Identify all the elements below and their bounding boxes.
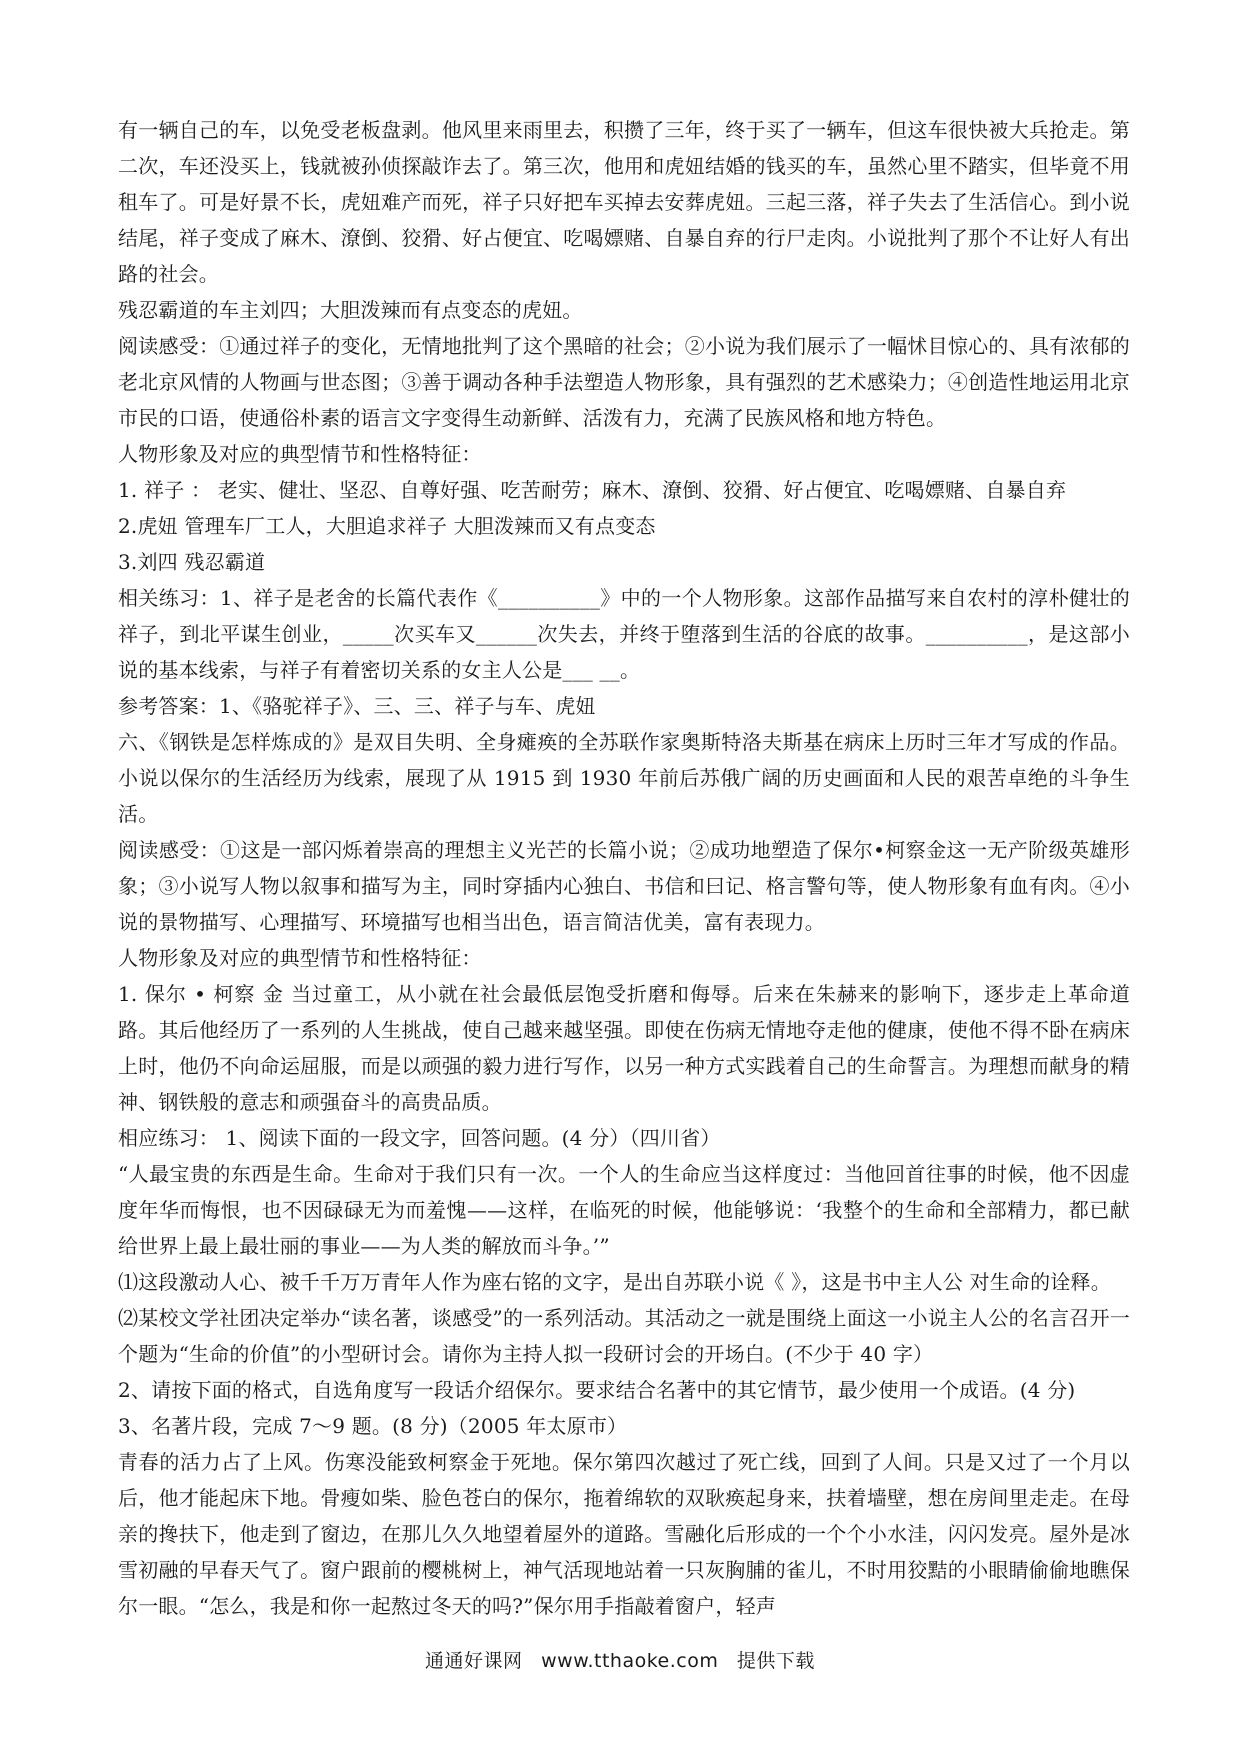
paragraph: 阅读感受：①通过祥子的变化，无情地批判了这个黑暗的社会；②小说为我们展示了一幅怵目惊心的、具有浓郁的老北京风情的人物画与世态图；③善于调动各种手法塑造人物形象，具有强烈的艺术感染力；④创造性地运用北京市民的口语，使通俗朴素的语言文字变得生动新鲜、活泼有力，充满了民族风格和地方特色。	[118, 334, 1130, 430]
paragraph: “人最宝贵的东西是生命。生命对于我们只有一次。一个人的生命应当这样度过：当他回首往事的时候，他不因虚度年华而悔恨，也不因碌碌无为而羞愧——这样，在临死的时候，他能够说：‘我整个的生命和全部精力，都已献给世界上最上最壮丽的事业——为人类的解放而斗争。’”	[118, 1162, 1130, 1258]
paragraph: 人物形象及对应的典型情节和性格特征：	[118, 442, 482, 466]
footer-note: 提供下载	[736, 1650, 815, 1672]
paragraph: 1. 保尔 • 柯察 金 当过童工，从小就在社会最低层饱受折磨和侮辱。后来在朱赫来的影响下，逐步走上革命道路。其后他经历了一系列的人生挑战，使自己越来越坚强。即使在伤病无情地夺走他的健康，使他不得不卧在病床上时，他仍不向命运屈服，而是以顽强的毅力进行写作，以另一种方式实践着自己的生命誓言。为理想而献身的精神、钢铁般的意志和顽强奋斗的高贵品质。	[118, 982, 1130, 1114]
document-body	[118, 112, 1130, 1624]
paragraph: 3、名著片段，完成 7～9 题。(8 分)（2005 年太原市）	[118, 1414, 628, 1438]
paragraph: 有一辆自己的车，以免受老板盘剥。他风里来雨里去，积攒了三年，终于买了一辆车，但这车很快被大兵抢走。第二次，车还没买上，钱就被孙侦探敲诈去了。第三次，他用和虎妞结婚的钱买的车，虽然心里不踏实，但毕竟不用租车了。可是好景不长，虎妞难产而死，祥子只好把车买掉去安葬虎妞。三起三落，祥子失去了生活信心。到小说结尾，祥子变成了麻木、潦倒、狡猾、好占便宜、吃喝嫖赌、自暴自弃的行尸走肉。小说批判了那个不让好人有出路的社会。	[118, 118, 1130, 286]
paragraph: 阅读感受：①这是一部闪烁着崇高的理想主义光芒的长篇小说；②成功地塑造了保尔•柯察金这一无产阶级英雄形象；③小说写人物以叙事和描写为主，同时穿插内心独白、书信和曰记、格言警句等，使人物形象有血有肉。④小说的景物描写、心理描写、环境描写也相当出色，语言简洁优美，富有表现力。	[118, 838, 1130, 934]
page-footer	[0, 1646, 1240, 1673]
paragraph: ⑵某校文学社团决定举办“读名著，谈感受”的一系列活动。其活动之一就是围绕上面这一小说主人公的名言召开一个题为“生命的价值”的小型研讨会。请你为主持人拟一段研讨会的开场白。(不少于 40 字）	[118, 1306, 1130, 1366]
paragraph: ⑴这段激动人心、被千千万万青年人作为座右铭的文字，是出自苏联小说《 》，这是书中主人公 对生命的诠释。	[118, 1270, 1111, 1294]
paragraph: 1. 祥子 ： 老实、健壮、坚忍、自尊好强、吃苦耐劳；麻木、潦倒、狡猾、好占便宜、吃喝嫖赌、自暴自弃	[118, 478, 1067, 502]
footer-site-name: 通通好课网	[425, 1650, 523, 1672]
footer-url-link[interactable]: www.tthaoke.com	[541, 1650, 719, 1672]
paragraph: 3.刘四 残忍霸道	[118, 550, 266, 574]
paragraph: 参考答案：1、《骆驼祥子》、三、三、祥子与车、虎妞	[118, 694, 596, 718]
paragraph: 相应练习： 1、阅读下面的一段文字，回答问题。(4 分）（四川省）	[118, 1126, 721, 1150]
paragraph: 青春的活力占了上风。伤寒没能致柯察金于死地。保尔第四次越过了死亡线，回到了人间。只是又过了一个月以后，他才能起床下地。骨瘦如柴、脸色苍白的保尔，拖着绵软的双耿痪起身来，扶着墙壁，想在房间里走走。在母亲的搀扶下，他走到了窗边，在那儿久久地望着屋外的道路。雪融化后形成的一个个小水洼，闪闪发亮。屋外是冰雪初融的早春天气了。窗户跟前的樱桃树上，神气活现地站着一只灰胸脯的雀儿，不时用狡黠的小眼睛偷偷地瞧保尔一眼。“怎么，我是和你一起熬过冬天的吗?”保尔用手指敲着窗户，轻声	[118, 1450, 1130, 1618]
paragraph: 人物形象及对应的典型情节和性格特征：	[118, 946, 482, 970]
paragraph: 相关练习：1、祥子是老舍的长篇代表作《__________》中的一个人物形象。这部作品描写来自农村的淳朴健壮的祥子，到北平谋生创业，_____次买车又______次失去，并终于堕落到生活的谷底的故事。__________，是这部小说的基本线索，与祥子有着密切关系的女主人公是___ __。	[118, 586, 1130, 682]
paragraph: 六、《钢铁是怎样炼成的》是双目失明、全身瘫痪的全苏联作家奥斯特洛夫斯基在病床上历时三年才写成的作品。小说以保尔的生活经历为线索，展现了从 1915 到 1930 年前后苏俄广阔的历史画面和人民的艰苦卓绝的斗争生活。	[118, 730, 1130, 826]
paragraph: 2、请按下面的格式，自选角度写一段话介绍保尔。要求结合名著中的其它情节，最少使用一个成语。(4 分)	[118, 1378, 1076, 1402]
paragraph: 残忍霸道的车主刘四；大胆泼辣而有点变态的虎妞。	[118, 298, 583, 322]
paragraph: 2.虎妞 管理车厂工人，大胆追求祥子 大胆泼辣而又有点变态	[118, 514, 656, 538]
